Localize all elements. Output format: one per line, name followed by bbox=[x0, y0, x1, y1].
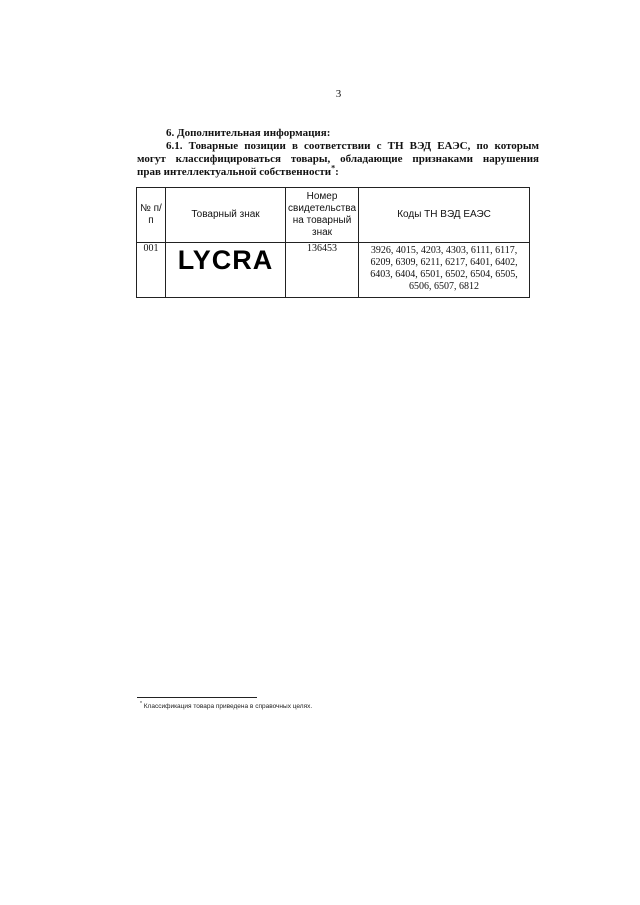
subheading-line-2: могут классифицироваться товары, обладающие признаками нарушения bbox=[137, 153, 539, 165]
header-certificate: Номер свидетельства на товарный знак bbox=[286, 188, 359, 243]
footnote-divider bbox=[137, 697, 257, 698]
subheading-line-3: прав интеллектуальной собственности*: bbox=[137, 163, 339, 178]
section-heading: 6. Дополнительная информация: bbox=[166, 127, 331, 139]
footnote-marker: * bbox=[140, 701, 142, 707]
subheading-line-1: 6.1. Товарные позиции в соответствии с ТН ВЭД ЕАЭС, по которым bbox=[166, 140, 539, 152]
page-number: 3 bbox=[335, 88, 342, 100]
footnote-text: Классификация товара приведена в справочных целях. bbox=[143, 703, 313, 711]
footnote bbox=[140, 701, 312, 710]
row-trademark bbox=[166, 243, 286, 298]
footnote-reference[interactable]: * bbox=[331, 163, 336, 173]
goods-table bbox=[136, 187, 530, 298]
header-trademark: Товарный знак bbox=[166, 188, 286, 243]
lycra-trademark-logo: LYCRA bbox=[177, 245, 274, 275]
row-certificate: 136453 bbox=[286, 243, 359, 298]
table-header-row bbox=[137, 188, 530, 243]
header-number: № п/п bbox=[137, 188, 166, 243]
table-row bbox=[137, 243, 530, 298]
row-number: 001 bbox=[137, 243, 166, 298]
header-codes: Коды ТН ВЭД ЕАЭС bbox=[359, 188, 530, 243]
row-codes: 3926, 4015, 4203, 4303, 6111, 6117, 6209, 6309, 6211, 6217, 6401, 6402, 6403, 6404, 6501, 6502, 6504, 6505, 6506, 6507, 6812 bbox=[359, 243, 530, 298]
section-subheading bbox=[137, 140, 539, 179]
